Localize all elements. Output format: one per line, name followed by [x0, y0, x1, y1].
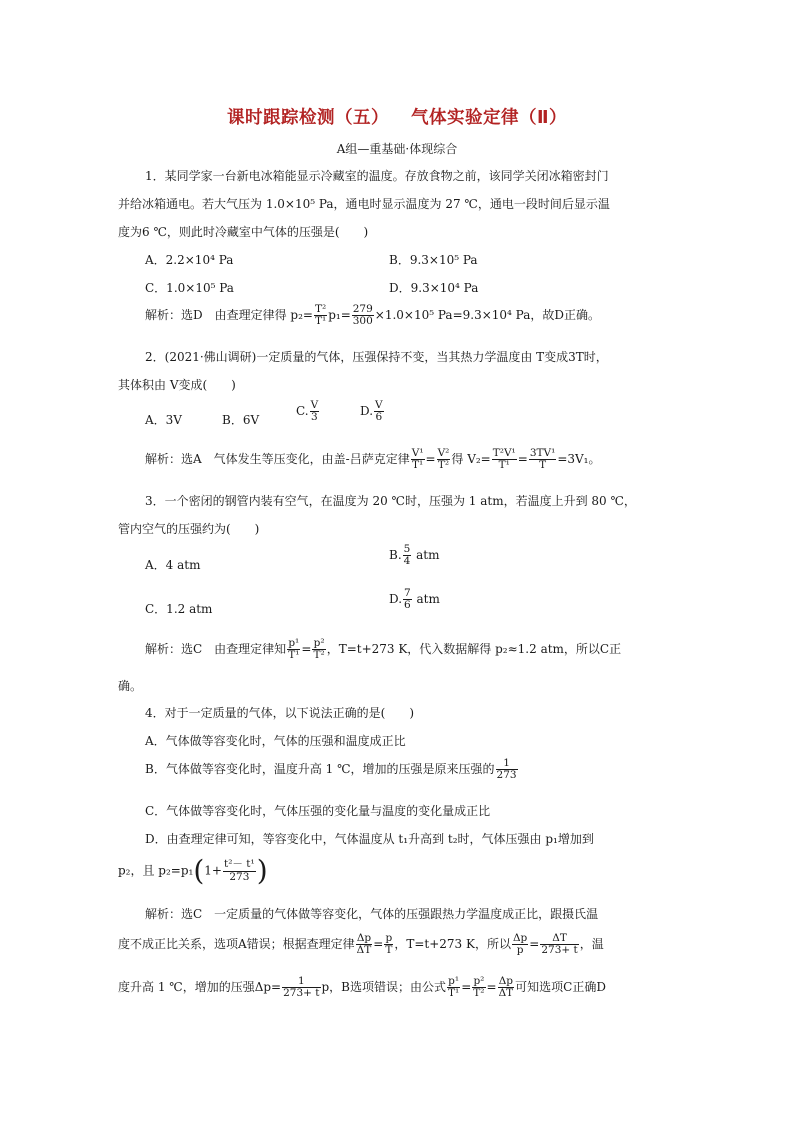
q4-left-paren: (: [193, 854, 205, 887]
q2-line-2: 其体积由 V变成( ): [118, 378, 236, 392]
q2-fraction-1-num: V¹: [411, 447, 424, 459]
q4-a2-fraction-1-num: Δp: [356, 932, 372, 944]
q3-option-b-num: 5: [403, 543, 411, 555]
q3-fraction-1-den: T¹: [288, 649, 300, 662]
q2-option-c-label: C.: [296, 404, 309, 419]
q2-option-d-den: 6: [375, 411, 383, 424]
q1-option-d: D．9.3×10⁴ Pa: [389, 281, 479, 295]
q4-a2-fraction-2: [384, 933, 393, 956]
q4-option-b-fraction: [496, 758, 518, 781]
q3-answer-text-b: ，T=t+273 K，代入数据解得 p₂≈1.2 atm，所以C正: [326, 642, 622, 657]
q3-option-b: [389, 544, 440, 567]
q2-option-d-fraction: [374, 400, 384, 423]
q4-a2-fraction-4: [540, 933, 578, 956]
q4-a3-fraction-4-num: Δp: [498, 975, 514, 987]
q3-fraction-1: [287, 638, 300, 661]
page-title: [0, 104, 794, 129]
q4-right-paren: ): [256, 854, 268, 887]
q1-option-b: B．9.3×10⁵ Pa: [389, 253, 478, 267]
q2-option-a: A．3V: [145, 413, 182, 427]
q4-option-b-den: 273: [496, 769, 517, 782]
q2-option-b: B．6V: [222, 413, 260, 427]
q4-option-b: [145, 758, 519, 781]
q3-fraction-1-num: p¹: [288, 637, 300, 649]
q2-fraction-3: [492, 448, 517, 471]
q3-fraction-2-num: p²: [313, 637, 325, 649]
q3-option-d-num: 7: [404, 587, 411, 599]
title-right: 气体实验定律（Ⅱ）: [410, 108, 568, 128]
q4-answer-text-3d: D: [596, 980, 606, 995]
q2-option-d-label: D.: [360, 404, 374, 419]
q2-fraction-2-num: V²: [437, 447, 450, 459]
q3-line-1: 3．一个密闭的钢管内装有空气，在温度为 20 ℃时，压强为 1 atm，若温度上升到 80 ℃，: [145, 494, 636, 508]
q3-option-d-den: 6: [404, 599, 411, 612]
q4-a3-equals: =: [461, 980, 472, 995]
q2-option-c: [296, 400, 320, 423]
q4-option-c: C．气体做等容变化时，气体压强的变化量与温度的变化量成正比: [145, 804, 491, 818]
q3-option-c: C．1.2 atm: [145, 602, 213, 616]
q4-a3-fraction-1: [282, 976, 320, 999]
q1-fraction-t-den: T¹: [314, 315, 327, 328]
q1-option-a: A．2.2×10⁴ Pa: [145, 253, 234, 267]
q2-option-c-den: 3: [311, 411, 318, 424]
q4-a3-fraction-3: [472, 976, 485, 999]
q1-answer: [145, 304, 600, 327]
q3-option-d-label: D.: [389, 592, 403, 607]
q4-a2-fraction-2-den: T: [385, 944, 393, 957]
q2-fraction-1-den: T¹: [412, 459, 424, 472]
q2-fraction-2-den: T²: [437, 459, 450, 472]
q4-a2-fraction-1-den: ΔT: [356, 944, 372, 957]
q4-a3-fraction-2-den: T¹: [448, 987, 460, 1000]
q4-answer-text-2b: ，T=t+273 K，所以: [394, 937, 511, 952]
q4-a2-fraction-3-num: Δp: [512, 932, 528, 944]
q3-option-b-fraction: [403, 544, 412, 567]
q3-answer: [145, 638, 621, 661]
title-left: 课时跟踪检测（五）: [226, 108, 389, 128]
q2-equals-1: =: [425, 452, 436, 467]
q4-a3-fraction-3-den: T²: [473, 987, 485, 1000]
q4-a3-fraction-1-num: 1: [282, 976, 320, 988]
q4-a3-fraction-2-num: p¹: [448, 975, 460, 987]
q4-a2-fraction-2-num: p: [385, 932, 393, 944]
q1-line-3: 度为6 ℃，则此时冷藏室中气体的压强是( ): [118, 225, 369, 239]
q4-answer-line-2: [118, 933, 604, 956]
q1-fraction-t: [314, 304, 327, 327]
q4-a2-equals-2: =: [529, 937, 540, 952]
q2-answer-text-c: =3V₁。: [557, 452, 601, 467]
q3-option-a: A．4 atm: [145, 558, 201, 572]
q1-answer-text-c: ×1.0×10⁵ Pa=9.3×10⁴ Pa，故D正确。: [374, 308, 600, 323]
q1-option-c: C．1.0×10⁵ Pa: [145, 281, 234, 295]
q2-option-d-num: V: [375, 399, 383, 411]
q4-answer-line-3: [118, 976, 606, 999]
q4-answer-text-3b: p，B选项错误；由公式: [321, 980, 447, 995]
q4-a2-equals: =: [373, 937, 384, 952]
section-subtitle: A组—重基础·体现综合: [336, 142, 458, 156]
q4-a3-fraction-3-num: p²: [473, 975, 485, 987]
q4-answer-text-2a: 度不成正比关系，选项A错误；根据查理定律: [118, 937, 355, 952]
q2-answer-text-a: 解析：选A 气体发生等压变化，由盖-吕萨克定律: [145, 452, 410, 467]
q4-a3-equals-2: =: [486, 980, 497, 995]
q1-fraction-value: [352, 304, 374, 327]
q4-a3-fraction-4-den: ΔT: [498, 987, 514, 1000]
q2-fraction-4-num: 3TV¹: [529, 447, 556, 459]
q4-a3-fraction-2: [447, 976, 460, 999]
q3-fraction-2: [312, 638, 325, 661]
q1-fraction-value-den: 300: [352, 315, 373, 328]
q4-option-d-text: p₂，且 p₂=p₁: [118, 863, 194, 878]
q2-option-c-fraction: [310, 400, 320, 423]
q4-a3-fraction-4: [498, 976, 515, 999]
q2-line-1: 2．(2021·佛山调研)一定质量的气体，压强保持不变，当其热力学温度由 T变成3T时，: [145, 350, 608, 364]
q4-a3-fraction-1-den: 273+ t: [283, 987, 320, 1000]
q3-option-d: [389, 588, 440, 611]
q2-fraction-3-num: T²V¹: [492, 447, 516, 459]
q4-option-a: A．气体做等容变化时，气体的压强和温度成正比: [145, 734, 406, 748]
q4-line-1: 4．对于一定质量的气体，以下说法正确的是( ): [145, 706, 414, 720]
q4-option-d-one-plus: 1+: [204, 863, 222, 878]
q3-option-d-fraction: [403, 588, 412, 611]
q3-option-b-unit: atm: [416, 548, 440, 563]
q3-fraction-2-den: T²: [313, 649, 325, 662]
q4-answer-line-1: 解析：选C 一定质量的气体做等容变化，气体的压强跟热力学温度成正比，跟摄氏温: [145, 907, 599, 921]
q4-a2-fraction-3-den: p: [516, 944, 524, 957]
q4-answer-text-2c: ，温: [579, 937, 604, 952]
q2-fraction-4-den: T: [539, 459, 547, 472]
q4-option-d-line-1: D．由查理定律可知，等容变化中，气体温度从 t₁升高到 t₂时，气体压强由 p₁增加到: [145, 832, 594, 846]
q1-line-1: 1．某同学家一台新电冰箱能显示冷藏室的温度。存放食物之前，该同学关闭冰箱密封门: [145, 169, 609, 183]
q2-fraction-4: [529, 448, 556, 471]
q1-fraction-t-num: T²: [314, 303, 327, 315]
q2-fraction-2: [437, 448, 451, 471]
q4-a2-fraction-4-num: ΔT: [540, 933, 578, 945]
q4-answer-text-3c: 可知选项C正确: [515, 980, 597, 995]
q3-option-d-unit: atm: [416, 592, 440, 607]
q4-option-d-line-2: [118, 854, 268, 887]
q3-answer-line-2: 确。: [118, 679, 143, 693]
q1-fraction-value-num: 279: [352, 303, 373, 315]
q4-option-d-fraction: [223, 859, 256, 882]
q1-answer-text-b: p₁=: [328, 308, 351, 323]
q2-fraction-1: [411, 448, 425, 471]
q2-equals-2: =: [517, 452, 528, 467]
q4-option-d-num: t²－ t¹: [224, 858, 255, 871]
q3-line-2: 管内空气的压强约为( ): [118, 522, 260, 536]
q2-answer-text-b: 得 V₂=: [451, 452, 491, 467]
q1-answer-text-a: 解析：选D 由查理定律得 p₂=: [145, 308, 313, 323]
q3-equals: =: [301, 642, 312, 657]
q2-option-d: [360, 400, 385, 423]
q2-option-c-num: V: [310, 399, 319, 411]
q2-answer: [145, 448, 600, 471]
q4-option-d-den: 273: [229, 870, 250, 883]
q4-a2-fraction-4-den: 273+ t: [541, 944, 578, 957]
q4-a2-fraction-1: [356, 933, 373, 956]
q1-line-2: 并给冰箱通电。若大气压为 1.0×10⁵ Pa，通电时显示温度为 27 ℃，通电一段时间后显示温: [118, 197, 610, 211]
q4-a2-fraction-3: [512, 933, 528, 956]
q3-answer-text-a: 解析：选C 由查理定律知: [145, 642, 287, 657]
q4-option-b-text: B．气体做等容变化时，温度升高 1 ℃，增加的压强是原来压强的: [145, 762, 495, 777]
q4-answer-text-3a: 度升高 1 ℃，增加的压强Δp=: [118, 980, 282, 995]
q2-fraction-3-den: T¹: [498, 459, 510, 472]
q3-option-b-label: B.: [389, 548, 402, 563]
q4-option-b-num: 1: [496, 758, 518, 770]
q3-option-b-den: 4: [403, 555, 411, 568]
